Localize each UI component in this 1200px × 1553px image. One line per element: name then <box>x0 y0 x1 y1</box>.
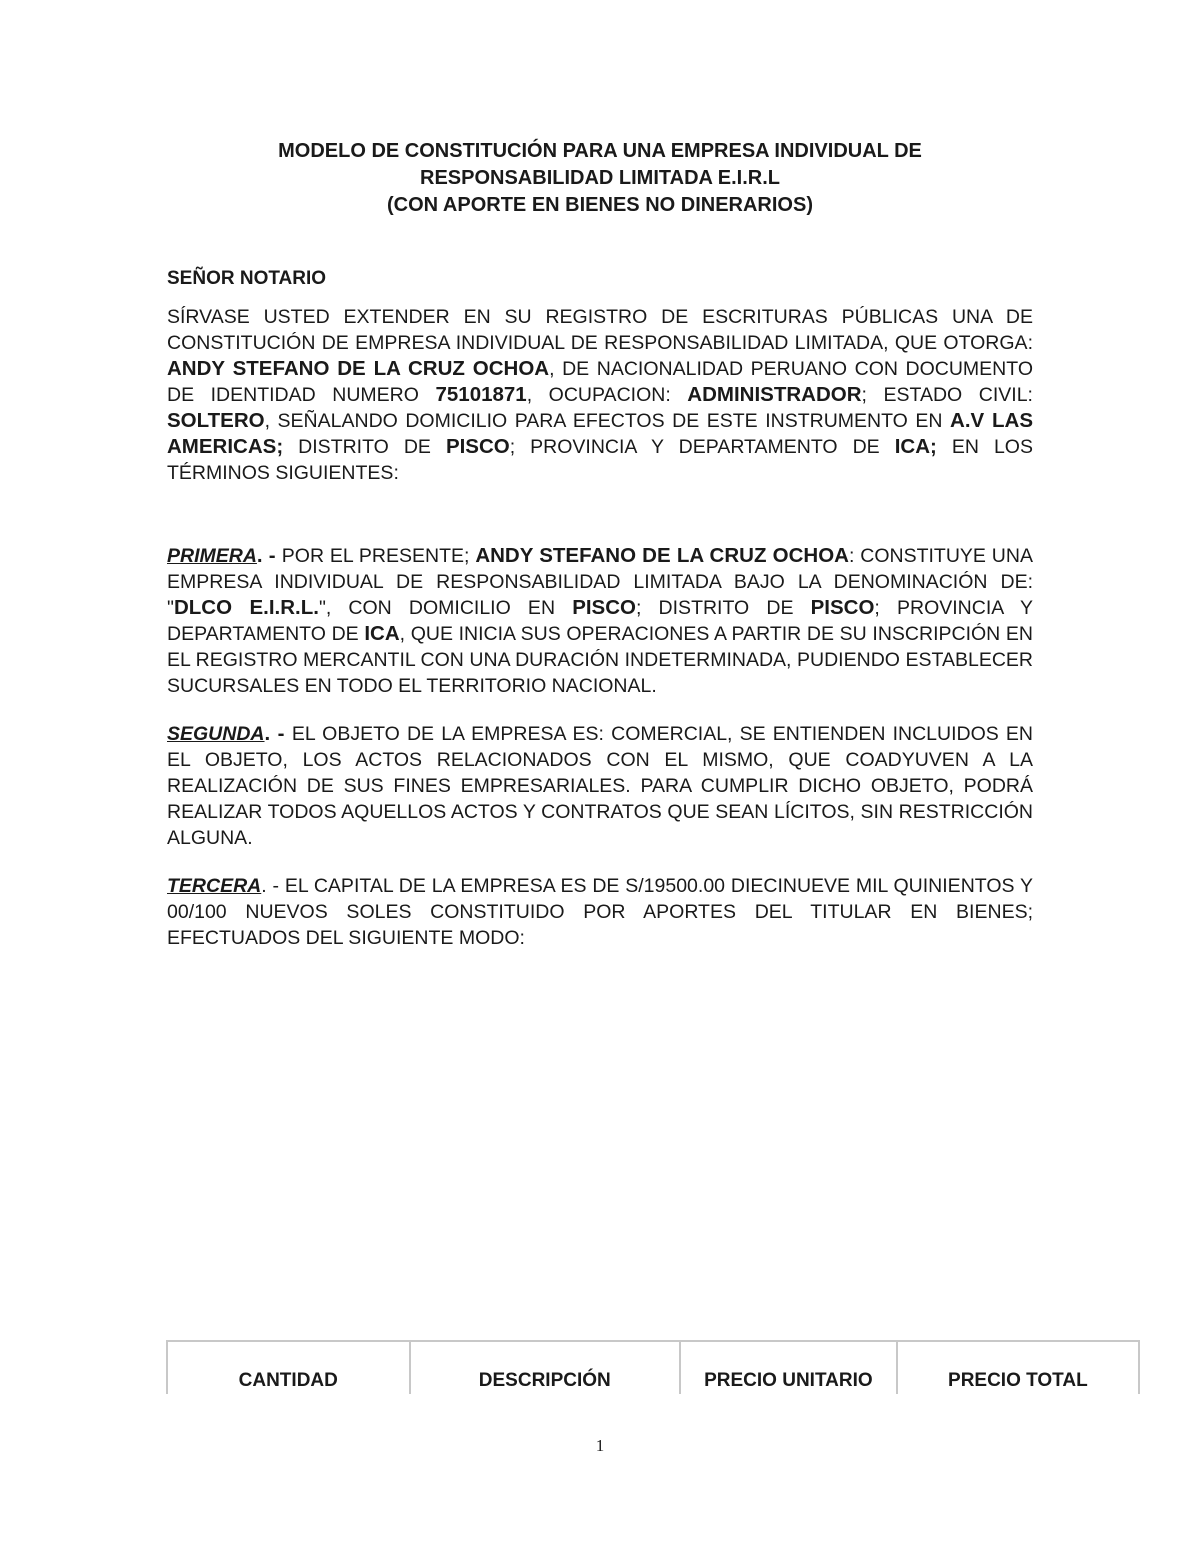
district: PISCO <box>445 435 510 458</box>
intro-text: ; ESTADO CIVIL: <box>861 384 1033 406</box>
occupation: ADMINISTRADOR <box>687 383 862 406</box>
header-cantidad: CANTIDAD <box>167 1341 410 1394</box>
city: PISCO <box>572 596 636 619</box>
document-page <box>167 138 1033 951</box>
header-precio-total: PRECIO TOTAL <box>897 1341 1139 1394</box>
clause-text: ; DISTRITO DE <box>635 597 811 619</box>
department: ICA; <box>894 435 937 458</box>
clause-heading: PRIMERA <box>167 545 257 567</box>
clause-text: EL OBJETO DE LA EMPRESA ES: COMERCIAL, SE ENTIENDEN INCLUIDOS EN EL OBJETO, LOS ACTOS RELACIONADOS CON EL MISMO, QUE COADYUVEN A LA REALIZACIÓN DE SUS FINES EMPRESARIALES. PARA CUMPLIR DICHO OBJETO, PODRÁ REALIZAR TODOS AQUELLOS ACTOS Y CONTRATOS QUE SEAN LÍCITOS, SIN RESTRICCIÓN ALGUNA. <box>167 723 1033 849</box>
intro-text: , DE NACIONALIDAD PERUANO CON DOCUMENTO DE IDENTIDAD NUMERO <box>167 358 1033 406</box>
clause-text: EL CAPITAL DE LA EMPRESA ES DE S/19500.00 DIECINUEVE MIL QUINIENTOS Y 00/100 NUEVOS SOLES CONSTITUIDO POR APORTES DEL TITULAR EN BIENES; EFECTUADOS DEL SIGUIENTE MODO: <box>167 875 1034 949</box>
owner-name: ANDY STEFANO DE LA CRUZ OCHOA <box>475 544 849 567</box>
clause-segunda <box>167 721 1033 851</box>
header-descripcion: DESCRIPCIÓN <box>410 1341 681 1394</box>
clause-heading: TERCERA <box>167 875 262 897</box>
intro-text: SÍRVASE USTED EXTENDER EN SU REGISTRO DE ESCRITURAS PÚBLICAS UNA DE CONSTITUCIÓN DE EMPRESA INDIVIDUAL DE RESPONSABILIDAD LIMITADA, QUE OTORGA: <box>167 306 1033 354</box>
goods-table <box>166 1340 1140 1394</box>
clause-tercera <box>167 873 1033 951</box>
clause-primera <box>167 543 1033 699</box>
clause-separator: . - <box>256 544 282 567</box>
company-name: DLCO E.I.R.L. <box>173 596 319 619</box>
intro-text: DISTRITO DE <box>283 436 446 458</box>
department: ICA <box>364 622 400 645</box>
intro-text: ; PROVINCIA Y DEPARTAMENTO DE <box>509 436 895 458</box>
intro-text: EN LOS TÉRMINOS SIGUIENTES: <box>167 436 1033 484</box>
clause-separator: . - <box>264 722 292 745</box>
intro-paragraph <box>167 304 1033 486</box>
clause-separator: . - <box>261 875 285 897</box>
civil-status: SOLTERO <box>167 409 265 432</box>
district: PISCO <box>810 596 875 619</box>
clause-text: POR EL PRESENTE; <box>281 545 476 567</box>
document-title <box>167 138 1033 219</box>
table-header-row <box>167 1341 1139 1394</box>
intro-text: , SEÑALANDO DOMICILIO PARA EFECTOS DE ESTE INSTRUMENTO EN <box>264 410 951 432</box>
salutation: SEÑOR NOTARIO <box>167 268 327 289</box>
clause-text: : CONSTITUYE UNA EMPRESA INDIVIDUAL DE RESPONSABILIDAD LIMITADA BAJO LA DENOMINACIÓN DE: " <box>167 545 1033 619</box>
clause-text: , QUE INICIA SUS OPERACIONES A PARTIR DE SU INSCRIPCIÓN EN EL REGISTRO MERCANTIL CON UNA DURACIÓN INDETERMINADA, PUDIENDO ESTABLECER SUCURSALES EN TODO EL TERRITORIO NACIONAL. <box>167 623 1033 697</box>
clause-text: ", CON DOMICILIO EN <box>318 597 573 619</box>
owner-name: ANDY STEFANO DE LA CRUZ OCHOA <box>167 357 550 380</box>
title-line-1: MODELO DE CONSTITUCIÓN PARA UNA EMPRESA INDIVIDUAL DE <box>278 140 922 162</box>
header-precio-unitario: PRECIO UNITARIO <box>680 1341 897 1394</box>
address: A.V LAS AMERICAS; <box>167 409 1034 458</box>
title-line-2: RESPONSABILIDAD LIMITADA E.I.R.L <box>420 167 780 189</box>
title-line-3: (CON APORTE EN BIENES NO DINERARIOS) <box>387 194 813 216</box>
dni-number: 75101871 <box>435 383 527 406</box>
clause-heading: SEGUNDA <box>167 723 265 745</box>
intro-text: , OCUPACION: <box>526 384 688 406</box>
page-number: 1 <box>595 1436 605 1455</box>
clause-text: ; PROVINCIA Y DEPARTAMENTO DE <box>167 597 1034 645</box>
